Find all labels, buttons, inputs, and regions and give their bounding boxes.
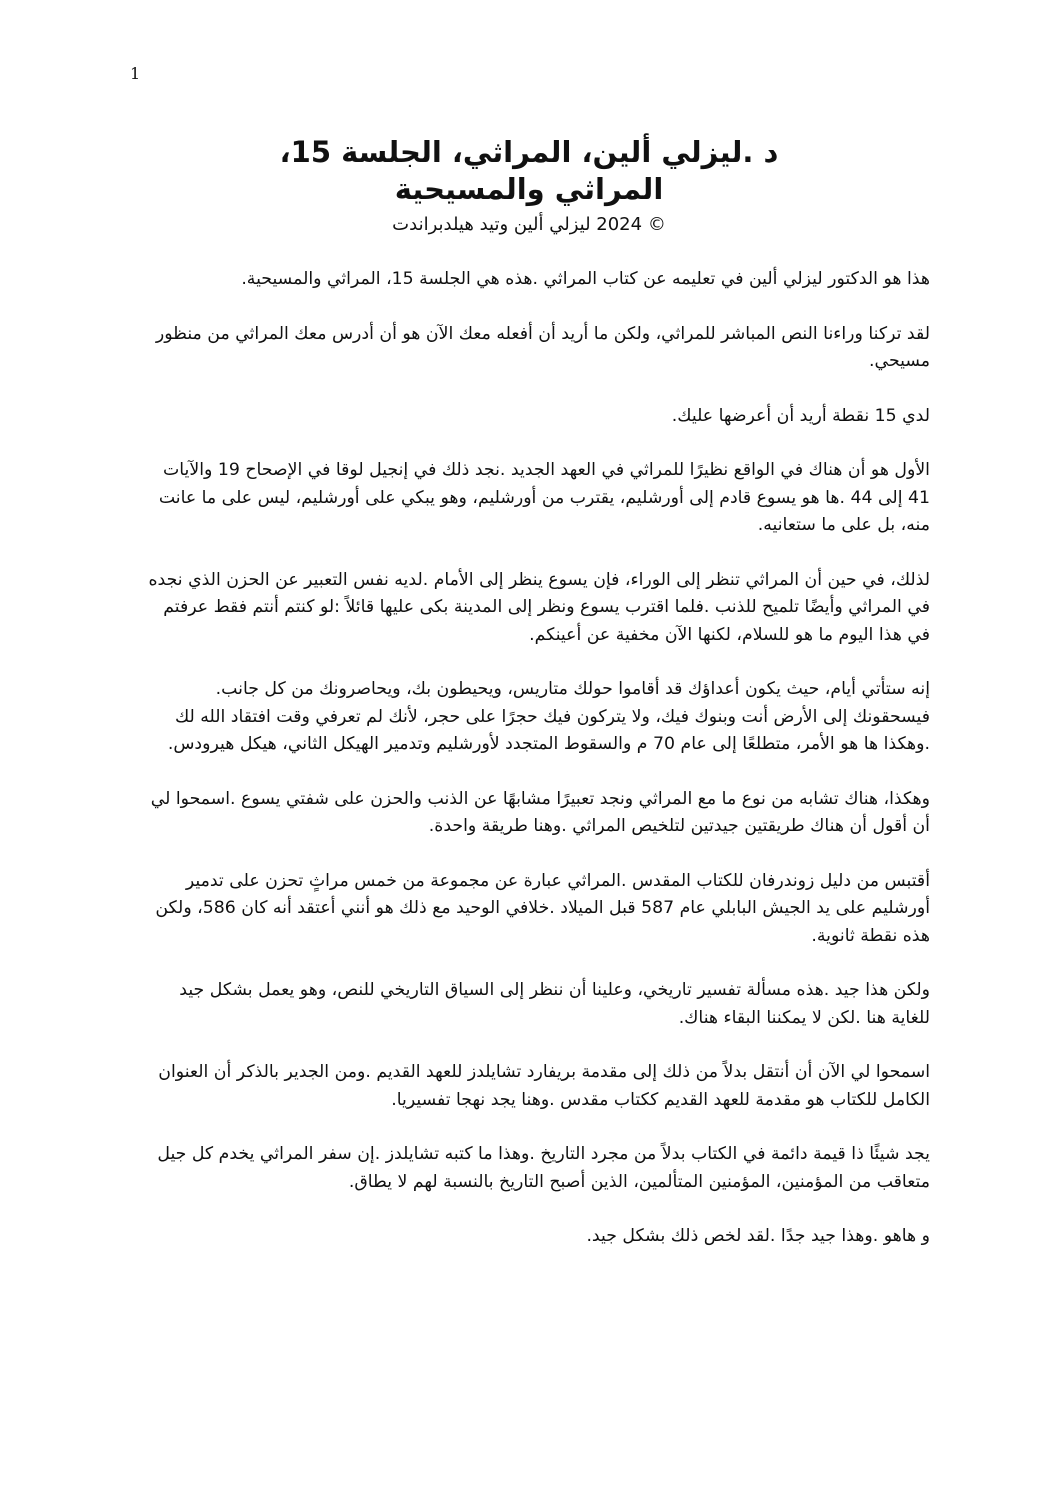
paragraph: لقد تركنا وراءنا النص المباشر للمراثي، ولكن ما أريد أن أفعله معك الآن هو أن أدرس معك المراثي من منظور مسيحي. <box>155 323 930 371</box>
title-line-1: د .ليزلي ألين، المراثي، الجلسة 15، <box>279 135 779 169</box>
document-body <box>138 266 930 1278</box>
paragraph: الأول هو أن هناك في الواقع نظيرًا للمراثي في العهد الجديد .نجد ذلك في إنجيل لوقا في الإصحاح 19 والآيات 41 إلى 44 .ها هو يسوع قادم إلى أورشليم، يقترب من أورشليم، وهو يبكي على أورشليم، ليس على ما عانت منه، بل على ما ستعانيه. <box>158 460 930 535</box>
page-number: 1 <box>130 64 141 83</box>
paragraph: لذلك، في حين أن المراثي تنظر إلى الوراء، فإن يسوع ينظر إلى الأمام .لديه نفس التعبير عن الحزن الذي نجده في المراثي وأيضًا تلميح للذنب .فلما اقترب يسوع ونظر إلى المدينة بكى عليها قائلاً :لو كنتم أنتم فقط عرفتم في هذا اليوم ما هو للسلام، لكنها الآن مخفية عن أعينكم. <box>148 569 930 645</box>
paragraph: وهكذا، هناك تشابه من نوع ما مع المراثي ونجد تعبيرًا مشابهًا عن الذنب والحزن على شفتي يسوع .اسمحوا لي أن أقول أن هناك طريقتين جيدتين لتلخيص المراثي .وهنا طريقة واحدة. <box>150 788 930 836</box>
paragraph: لدي 15 نقطة أريد أن أعرضها عليك. <box>671 405 930 426</box>
paragraph: اسمحوا لي الآن أن أنتقل بدلاً من ذلك إلى مقدمة بريفارد تشايلدز للعهد القديم .ومن الجدير بالذكر أن العنوان الكامل للكتاب هو مقدمة للعهد القديم ككتاب مقدس .وهنا يجد نهجا تفسيريا. <box>158 1062 930 1110</box>
paragraph: و هاهو .وهذا جيد جدًا .لقد لخص ذلك بشكل جيد. <box>586 1226 930 1246</box>
copyright-line: © 2024 ليزلي ألين وتيد هيلدبراندت <box>392 214 666 235</box>
paragraph: أقتبس من دليل زوندرفان للكتاب المقدس .المراثي عبارة عن مجموعة من خمس مراثٍ تحزن على تدمير أورشليم على يد الجيش البابلي عام 587 قبل الميلاد .خلافي الوحيد مع ذلك هو أنني أعتقد أنه كان 586، ولكن هذه نقطة ثانوية. <box>155 870 930 946</box>
title-line-2: المراثي والمسيحية <box>394 172 664 206</box>
paragraph: ولكن هذا جيد .هذه مسألة تفسير تاريخي، وعلينا أن ننظر إلى السياق التاريخي للنص، وهو يعمل بشكل جيد للغاية هنا .لكن لا يمكننا البقاء هناك. <box>179 980 930 1028</box>
paragraph: إنه ستأتي أيام، حيث يكون أعداؤك قد أقاموا حولك متاريس، ويحيطون بك، ويحاصرونك من كل جانب. فيسحقونك إلى الأرض أنت وبنوك فيك، ولا يتركون فيك حجرًا على حجر، لأنك لم تعرفي وقت افتقاد الله لك .وهكذا ها هو الأمر، متطلعًا إلى عام 70 م والسقوط المتجدد لأورشليم وتدمير الهيكل الثاني، هيكل هيرودس. <box>167 679 930 754</box>
paragraph: يجد شيئًا ذا قيمة دائمة في الكتاب بدلاً من مجرد التاريخ .وهذا ما كتبه تشايلدز .إن سفر المراثي يخدم كل جيل متعاقب من المؤمنين، المؤمنين المتألمين، الذين أصبح التاريخ بالنسبة لهم لا يطاق. <box>157 1144 930 1192</box>
document-header <box>130 134 928 238</box>
paragraph: هذا هو الدكتور ليزلي ألين في تعليمه عن كتاب المراثي .هذه هي الجلسة 15، المراثي والمسيحية. <box>241 269 930 289</box>
